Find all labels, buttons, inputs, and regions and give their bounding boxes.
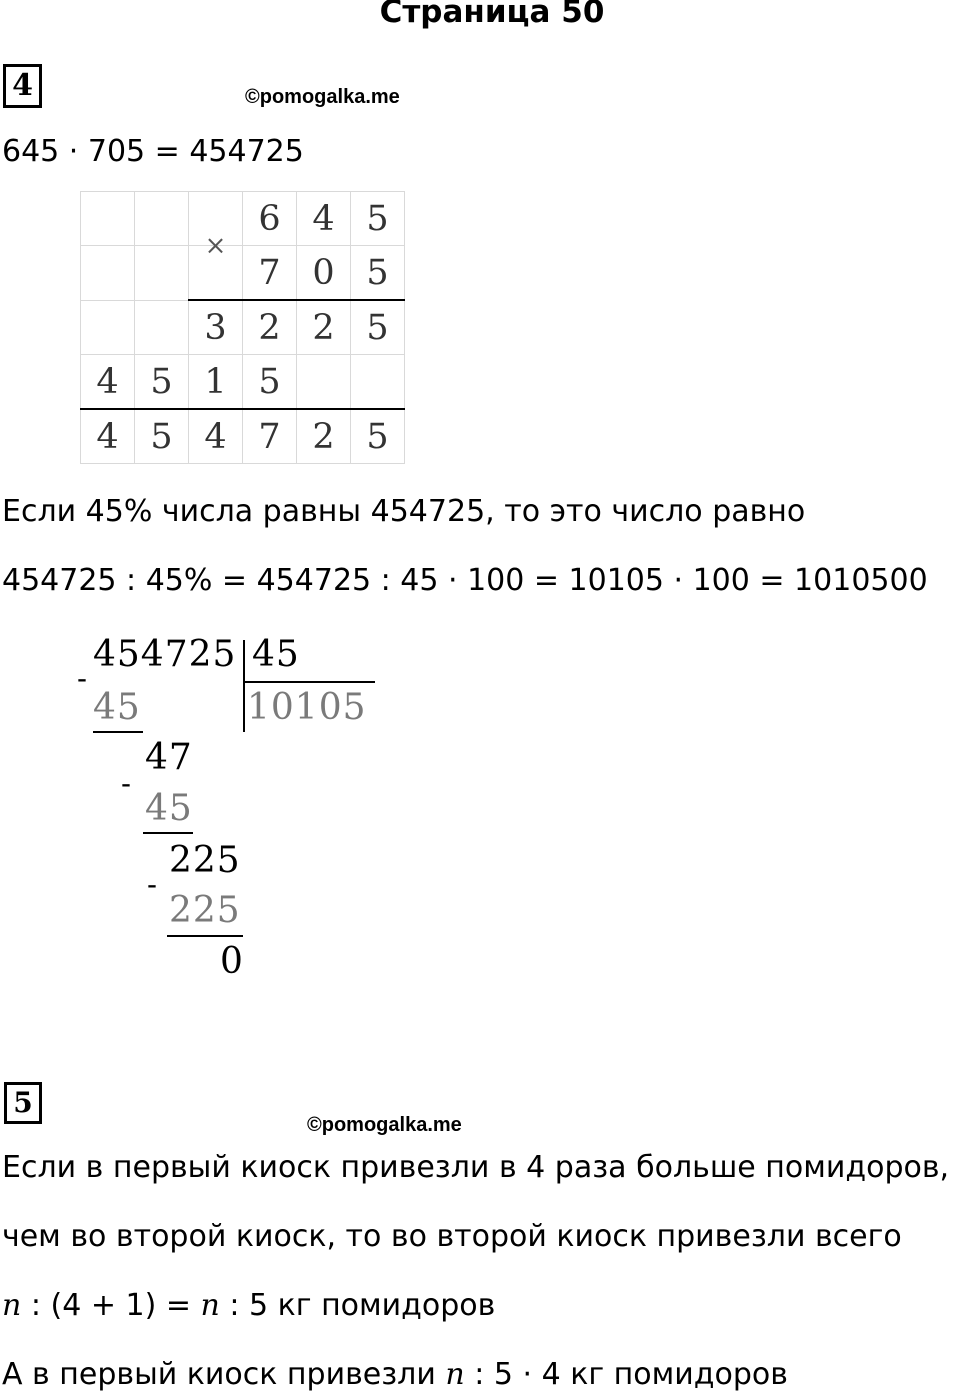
grid-cell bbox=[81, 246, 135, 301]
grid-cell: 4 bbox=[81, 355, 135, 410]
grid-cell: 1 bbox=[189, 355, 243, 410]
division-vertical-line bbox=[243, 640, 245, 732]
grid-cell bbox=[135, 300, 189, 355]
divisor: 45 bbox=[252, 634, 300, 675]
watermark: ©pomogalka.me bbox=[245, 86, 400, 108]
grid-cell: 7 bbox=[243, 246, 297, 301]
minus-sign: - bbox=[77, 662, 87, 695]
subtrahend: 45 bbox=[93, 687, 141, 728]
grid-cell bbox=[81, 192, 135, 246]
grid-cell: 5 bbox=[351, 192, 405, 246]
grid-cell: 2 bbox=[297, 300, 351, 355]
text-line: чем во второй киоск, то во второй киоск привезли всего bbox=[2, 1219, 902, 1254]
subtrahend: 45 bbox=[145, 788, 193, 829]
multiplication-grid bbox=[80, 191, 405, 464]
task-number-4: 4 bbox=[3, 64, 42, 108]
dividend: 454725 bbox=[93, 634, 237, 675]
quotient: 10105 bbox=[247, 687, 367, 728]
remainder: 47 bbox=[145, 737, 193, 778]
grid-cell: 4 bbox=[81, 409, 135, 464]
text-line: 454725 : 45% = 454725 : 45 · 100 = 10105 · 100 = 1010500 bbox=[2, 563, 928, 598]
grid-cell: 5 bbox=[243, 355, 297, 410]
grid-cell bbox=[297, 355, 351, 410]
grid-cell: 3 bbox=[189, 300, 243, 355]
grid-cell bbox=[135, 246, 189, 301]
page-title: Страница 50 bbox=[379, 0, 605, 30]
minus-sign: - bbox=[121, 767, 131, 800]
grid-cell: 7 bbox=[243, 409, 297, 464]
text-segment: : 5 · 4 кг помидоров bbox=[464, 1357, 788, 1392]
variable-n: n bbox=[2, 1288, 22, 1323]
text-segment: : 5 кг помидоров bbox=[219, 1288, 496, 1323]
grid-cell: 4 bbox=[297, 192, 351, 246]
grid-cell bbox=[351, 355, 405, 410]
grid-cell: 6 bbox=[243, 192, 297, 246]
text-segment: А в первый киоск привезли bbox=[2, 1357, 446, 1392]
variable-n: n bbox=[445, 1357, 465, 1392]
subtraction-line bbox=[167, 935, 243, 937]
text-line: Если в первый киоск привезли в 4 раза больше помидоров, bbox=[2, 1150, 950, 1185]
grid-cell: 2 bbox=[243, 300, 297, 355]
grid-cell: 2 bbox=[297, 409, 351, 464]
text-line bbox=[2, 1357, 788, 1392]
text-segment: : (4 + 1) = bbox=[21, 1288, 201, 1323]
grid-cell: 5 bbox=[351, 409, 405, 464]
grid-cell: 0 bbox=[297, 246, 351, 301]
text-line bbox=[2, 1288, 495, 1323]
times-sign: × bbox=[204, 230, 227, 261]
watermark: ©pomogalka.me bbox=[307, 1114, 462, 1136]
variable-n: n bbox=[200, 1288, 220, 1323]
grid-cell: 5 bbox=[135, 409, 189, 464]
grid-cell bbox=[189, 192, 243, 261]
division-divisor-line bbox=[243, 681, 375, 683]
subtrahend: 225 bbox=[169, 890, 241, 931]
subtraction-line bbox=[93, 731, 143, 733]
grid-cell bbox=[81, 300, 135, 355]
remainder: 225 bbox=[169, 840, 241, 881]
grid-cell: 5 bbox=[351, 246, 405, 301]
grid-cell bbox=[135, 192, 189, 246]
grid-cell: 4 bbox=[189, 409, 243, 464]
grid-cell: 5 bbox=[351, 300, 405, 355]
equation-line: 645 · 705 = 454725 bbox=[2, 134, 304, 169]
text-line: Если 45% числа равны 454725, то это число равно bbox=[2, 494, 806, 529]
subtraction-line bbox=[143, 832, 193, 834]
task-number-5: 5 bbox=[4, 1082, 42, 1124]
grid-cell: 5 bbox=[135, 355, 189, 410]
minus-sign: - bbox=[147, 868, 157, 901]
division-result: 0 bbox=[220, 941, 244, 982]
